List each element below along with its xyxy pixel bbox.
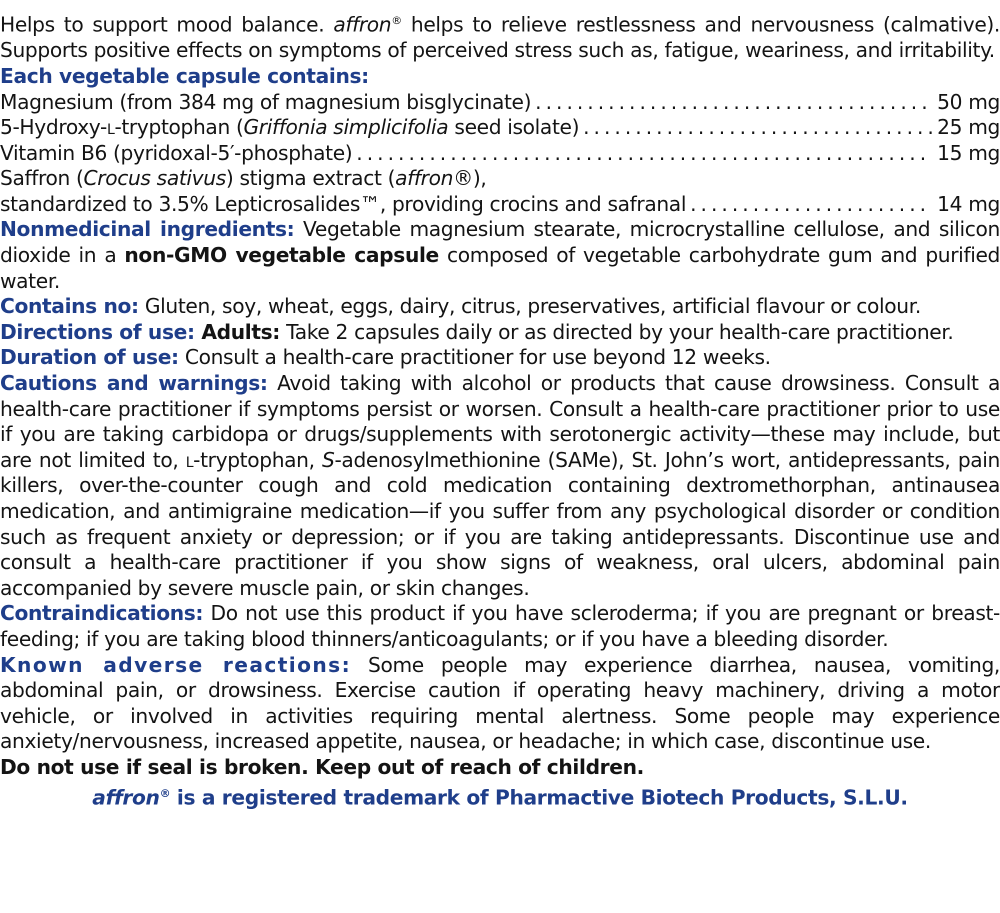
cautions-smallcaps: l [185, 447, 194, 472]
trademark-reg-mark: ® [159, 786, 171, 800]
trademark-brand: affron [92, 785, 160, 810]
directions-text: Take 2 capsules daily or as directed by your health-care practitioner. [280, 319, 954, 344]
ingredient-name-part: -tryptophan ( [114, 115, 244, 140]
ingredient-name-italic: Griffonia simplicifolia [243, 115, 449, 140]
trademark-notice [0, 781, 1000, 811]
directions-paragraph [0, 320, 1000, 346]
contraindications-paragraph [0, 601, 1000, 652]
duration-text: Consult a health-care practitioner for use beyond 12 weeks. [178, 345, 771, 370]
nonmedicinal-label: Nonmedicinal ingredients: [0, 217, 295, 242]
adverse-label: Known adverse reactions: [0, 652, 352, 677]
capsule-heading: Each vegetable capsule contains: [0, 63, 369, 88]
contains-no-text: Gluten, soy, wheat, eggs, dairy, citrus, preservatives, artificial flavour or colour. [138, 294, 921, 319]
cautions-label: Cautions and warnings: [0, 371, 268, 396]
ingredient-row-magnesium [0, 90, 1000, 116]
ingredient-name [0, 115, 579, 141]
leader-dots [690, 192, 932, 218]
ingredient-brand-italic: affron [395, 166, 454, 191]
trademark-text: is a registered trademark of Pharmactive Biotech Products, S.L.U. [170, 785, 908, 810]
ingredient-name-part: Saffron ( [0, 166, 84, 191]
ingredient-name: Magnesium (from 384 mg of magnesium bisglycinate) [0, 89, 532, 114]
ingredient-row-5htp [0, 115, 1000, 141]
contains-no-label: Contains no: [0, 294, 139, 319]
duration-label: Duration of use: [0, 345, 179, 370]
ingredient-amount: 14 mg [937, 191, 1000, 216]
safety-warning: Do not use if seal is broken. Keep out of reach of children. [0, 754, 644, 779]
nonmedicinal-text-2: composed of vegetable carbohydrate gum and purified water. [0, 243, 1000, 293]
ingredient-row-saffron [0, 166, 1000, 217]
ingredient-amount: 50 mg [937, 89, 1000, 114]
cautions-text-3: -adenosylmethionine (SAMe), St. John’s wort, antidepressants, pain killers, over-the-counter cough and cold medication containing dextromethorphan, antinausea medication, and antimigraine medication—if you suffer from any psychological disorder or condition such as frequent anxiety or depression; or if you are taking antidepressants. Discontinue use and consult a health-care practitioner if you show signs of weakness, oral ulcers, abdominal pain accompanied by severe muscle pain, or skin changes. [0, 447, 1000, 600]
leader-dots [356, 141, 932, 167]
adverse-paragraph [0, 653, 1000, 755]
intro-text-1: Helps to support mood balance. [0, 12, 334, 37]
ingredient-name: Vitamin B6 (pyridoxal-5′-phosphate) [0, 140, 353, 165]
contains-no-paragraph [0, 294, 1000, 320]
cautions-paragraph [0, 371, 1000, 601]
ingredient-name: standardized to 3.5% Lepticrosalides™, providing crocins and safranal [0, 191, 687, 216]
ingredient-name-smallcaps: l [106, 115, 115, 140]
cautions-text-2: -tryptophan, [193, 447, 323, 472]
duration-paragraph [0, 345, 1000, 371]
contraindications-text: Do not use this product if you have scleroderma; if you are pregnant or breast-feeding; if you are taking blood thinners/anticoagulants; or if you have a bleeding disorder. [0, 601, 1000, 651]
capsule-section [0, 64, 1000, 218]
intro-text-2: helps to relieve restlessness and nervousness (calmative). Supports positive effects on symptoms of perceived stress such as, fatigue, weariness, and irritability. [0, 12, 1000, 63]
intro-reg-mark: ® [391, 14, 402, 27]
intro-paragraph [0, 8, 1000, 64]
cautions-italic: S [322, 447, 335, 472]
nonmedicinal-paragraph [0, 217, 1000, 294]
ingredient-amount: 15 mg [937, 140, 1000, 165]
intro-brand: affron [333, 12, 392, 37]
nonmedicinal-bold: non-GMO vegetable capsule [124, 243, 439, 268]
ingredient-name-part: ) stigma extract ( [225, 166, 396, 191]
ingredient-name-part: ®), [453, 166, 487, 191]
directions-label: Directions of use: [0, 319, 195, 344]
ingredient-row-vitamin-b6 [0, 141, 1000, 167]
leader-dots [583, 115, 932, 141]
ingredient-amount: 25 mg [937, 115, 1000, 140]
ingredient-name-italic: Crocus sativus [83, 166, 226, 191]
nonmedicinal-text-1: Vegetable magnesium stearate, microcrystalline cellulose, and silicon dioxide in a [0, 217, 1000, 268]
ingredient-name-line-2 [0, 192, 1000, 218]
ingredient-name-line-1 [0, 166, 1000, 192]
adverse-text: Some people may experience diarrhea, nausea, vomiting, abdominal pain, or drowsiness. Exercise caution if operating heavy machinery, driving a motor vehicle, or involved in activities requiring mental alertness. Some people may experience anxiety/nervousness, increased appetite, nausea, or headache; in which case, discontinue use. [0, 652, 1000, 754]
contraindications-label: Contraindications: [0, 601, 204, 626]
ingredient-name-part: seed isolate) [448, 115, 580, 140]
leader-dots [535, 90, 932, 116]
ingredient-name-part: 5-Hydroxy- [0, 115, 107, 140]
cautions-text-1: Avoid taking with alcohol or products that cause drowsiness. Consult a health-care practitioner if symptoms persist or worsen. Consult a health-care practitioner prior to use if you are taking carbidopa or drugs/supplements with serotonergic activity—these may include, but are not limited to, [0, 371, 1000, 472]
directions-adults: Adults: [194, 319, 281, 344]
